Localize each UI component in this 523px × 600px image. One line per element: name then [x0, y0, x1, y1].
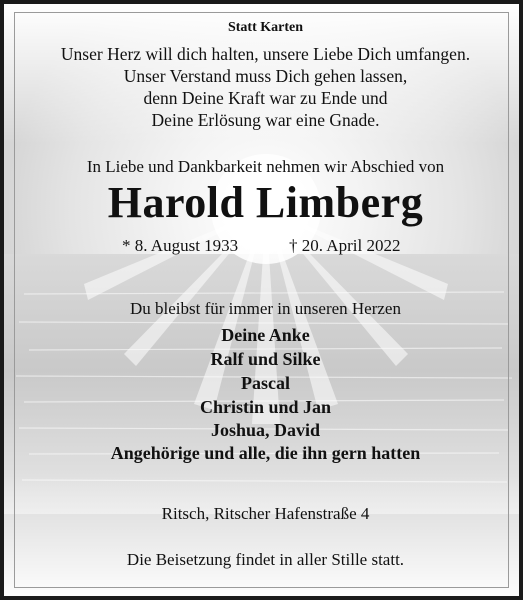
- mourner-name: Pascal: [241, 373, 290, 393]
- mourner-name: Deine Anke: [221, 325, 310, 345]
- poem-line: Unser Verstand muss Dich gehen lassen,: [123, 66, 408, 86]
- mourner-name: Angehörige und alle, die ihn gern hatten: [110, 443, 421, 463]
- poem-line: denn Deine Kraft war zu Ende und: [143, 88, 388, 108]
- poem-line: Unser Herz will dich halten, unsere Liebe Dich umfangen.: [60, 44, 471, 64]
- death-date: † 20. April 2022: [289, 236, 401, 255]
- deceased-name: Harold Limberg: [107, 178, 424, 227]
- birth-date: * 8. August 1933: [122, 236, 239, 255]
- notice-text: [4, 4, 519, 596]
- address: Ritsch, Ritscher Hafenstraße 4: [161, 504, 370, 523]
- farewell-intro: In Liebe und Dankbarkeit nehmen wir Abschied von: [86, 157, 445, 176]
- statt-karten-label: Statt Karten: [227, 20, 304, 35]
- burial-note: Die Beisetzung findet in aller Stille statt.: [126, 550, 405, 569]
- mourners-intro: Du bleibst für immer in unseren Herzen: [130, 299, 401, 318]
- poem-line: Deine Erlösung war eine Gnade.: [151, 110, 380, 130]
- mourner-name: Christin und Jan: [199, 397, 332, 417]
- mourner-name: Ralf und Silke: [210, 349, 321, 369]
- mourner-name: Joshua, David: [210, 420, 321, 440]
